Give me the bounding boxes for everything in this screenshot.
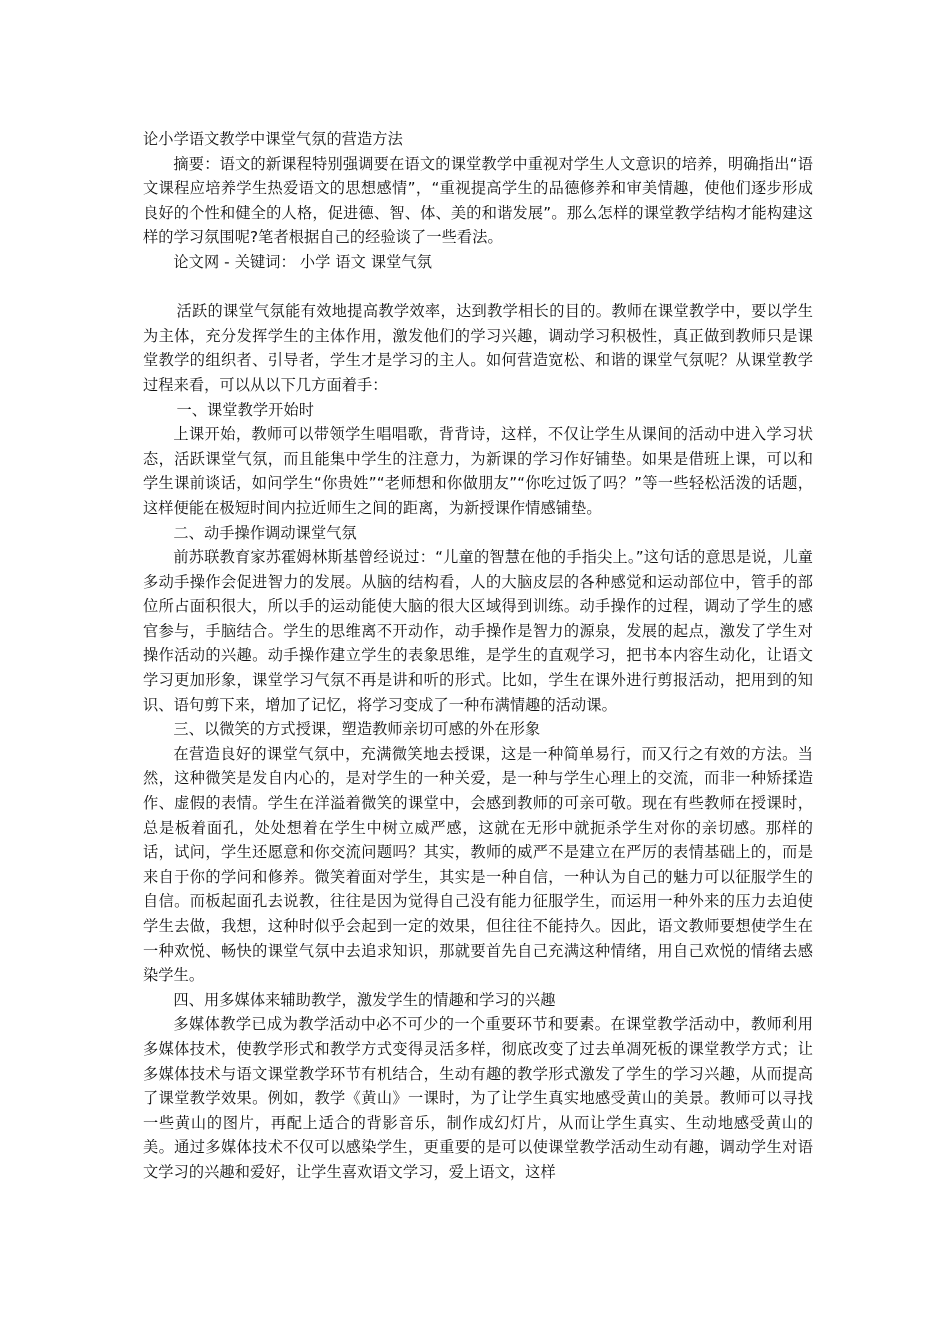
section-body-1: 上课开始，教师可以带领学生唱唱歌，背背诗，这样，不仅让学生从课间的活动中进入学习状态，活跃课堂气氛，而且能集中学生的注意力，为新课的学习作好铺垫。如果是借班上课，可以和学生课前谈话，如问学生“你贵姓”“老师想和你做朋友”“你吃过饭了吗？”等一些轻松活泼的话题，这样便能在极短时间内拉近师生之间的距离，为新授课作情感铺垫。 xyxy=(143,425,813,517)
section-heading-4: 四、用多媒体来辅助教学，激发学生的情趣和学习的兴趣 xyxy=(173,990,556,1009)
section-body-2: 前苏联教育家苏霍姆林斯基曾经说过：“儿童的智慧在他的手指尖上。”这句话的意思是说，儿童多动手操作会促进智力的发展。从脑的结构看，人的大脑皮层的各种感觉和运动部位中，管手的部位所占面积很大，所以手的运动能使大脑的很大区域得到训练。动手操作的过程，调动了学生的感官参与，手脑结合。学生的思维离不开动作，动手操作是智力的源泉，发展的起点，激发了学生对操作活动的兴趣。动手操作建立学生的表象思维，是学生的直观学习，把书本内容生动化，让语文学习更加形象，课堂学习气氛不再是讲和听的形式。比如，学生在课外进行剪报活动，把用到的知识、语句剪下来，增加了记忆，将学习变成了一种布满情趣的活动课。 xyxy=(143,548,813,714)
document-body xyxy=(143,127,813,1185)
blank-line xyxy=(143,275,813,300)
section-body-4: 多媒体教学已成为教学活动中必不可少的一个重要环节和要素。在课堂教学活动中，教师利用多媒体技术，使教学形式和教学方式变得灵活多样，彻底改变了过去单凋死板的课堂教学方式；让多媒体技术与语文课堂教学环节有机结合，生动有趣的教学形式激发了学生的学习兴趣，从而提高了课堂教学效果。例如，教学《黄山》一课时，为了让学生真实地感受黄山的美景。教师可以寻找一些黄山的图片，再配上适合的背影音乐，制作成幻灯片，从而让学生真实、生动地感受黄山的美。通过多媒体技术不仅可以感染学生，更重要的是可以使课堂教学活动生动有趣，调动学生对语文学习的兴趣和爱好，让学生喜欢语文学习，爱上语文，这样 xyxy=(143,1015,813,1181)
keywords-prefix: 论文网 - 关键词： xyxy=(173,252,296,271)
document-title: 论小学语文教学中课堂气氛的营造方法 xyxy=(143,130,403,148)
section-body-3: 在营造良好的课堂气氛中，充满微笑地去授课，这是一种简单易行，而又行之有效的方法。当然，这种微笑是发自内心的，是对学生的一种关爱，是一种与学生心理上的交流，而非一种矫揉造作、虚假的表情。学生在洋溢着微笑的课堂中，会感到教师的可亲可敬。现在有些教师在授课时，总是板着面孔，处处想着在学生中树立威严感，这就在无形中就扼杀学生对你的亲切感。那样的话，试问，学生还愿意和你交流问题吗？其实，教师的威严不是建立在严厉的表情基础上的，而是来自于你的学问和修养。微笑着面对学生，其实是一种自信，一种认为自己的魅力可以征服学生的自信。而板起面孔去说教，往往是因为觉得自己没有能力征服学生，而运用一种外来的压力去迫使学生去做，我想，这种时似乎会起到一定的效果，但往往不能持久。因此，语文教师要想使学生在一种欢悦、畅快的课堂气氛中去追求知识，那就要首先自己充满这种情绪，用自己欢悦的情绪去感染学生。 xyxy=(143,744,813,985)
section-heading-3: 三、以微笑的方式授课，塑造教师亲切可感的外在形象 xyxy=(173,720,541,739)
abstract-paragraph: 摘要：语文的新课程特别强调要在语文的课堂教学中重视对学生人文意识的培养，明确指出“语文课程应培养学生热爱语文的思想感情”，“重视提高学生的品德修养和审美情趣，使他们逐步形成良好的个性和健全的人格，促进德、智、体、美的和谐发展”。那么怎样的课堂教学结构才能构建这样的学习氛围呢?笔者根据自己的经验谈了一些看法。 xyxy=(143,154,813,247)
intro-paragraph: 活跃的课堂气氛能有效地提高教学效率，达到教学相长的目的。教师在课堂教学中，要以学生为主体，充分发挥学生的主体作用，激发他们的学习兴趣，调动学习积极性，真正做到教师只是课堂教学的组织者、引导者，学生才是学习的主人。如何营造宽松、和谐的课堂气氛呢？从课堂教学过程来看，可以从以下几方面着手： xyxy=(143,302,813,394)
keywords-line xyxy=(143,250,813,275)
keywords-text: 小学 语文 课堂气氛 xyxy=(299,252,432,271)
section-heading-2: 二、动手操作调动课堂气氛 xyxy=(173,523,357,542)
section-heading-1: 一、课堂教学开始时 xyxy=(176,400,315,419)
